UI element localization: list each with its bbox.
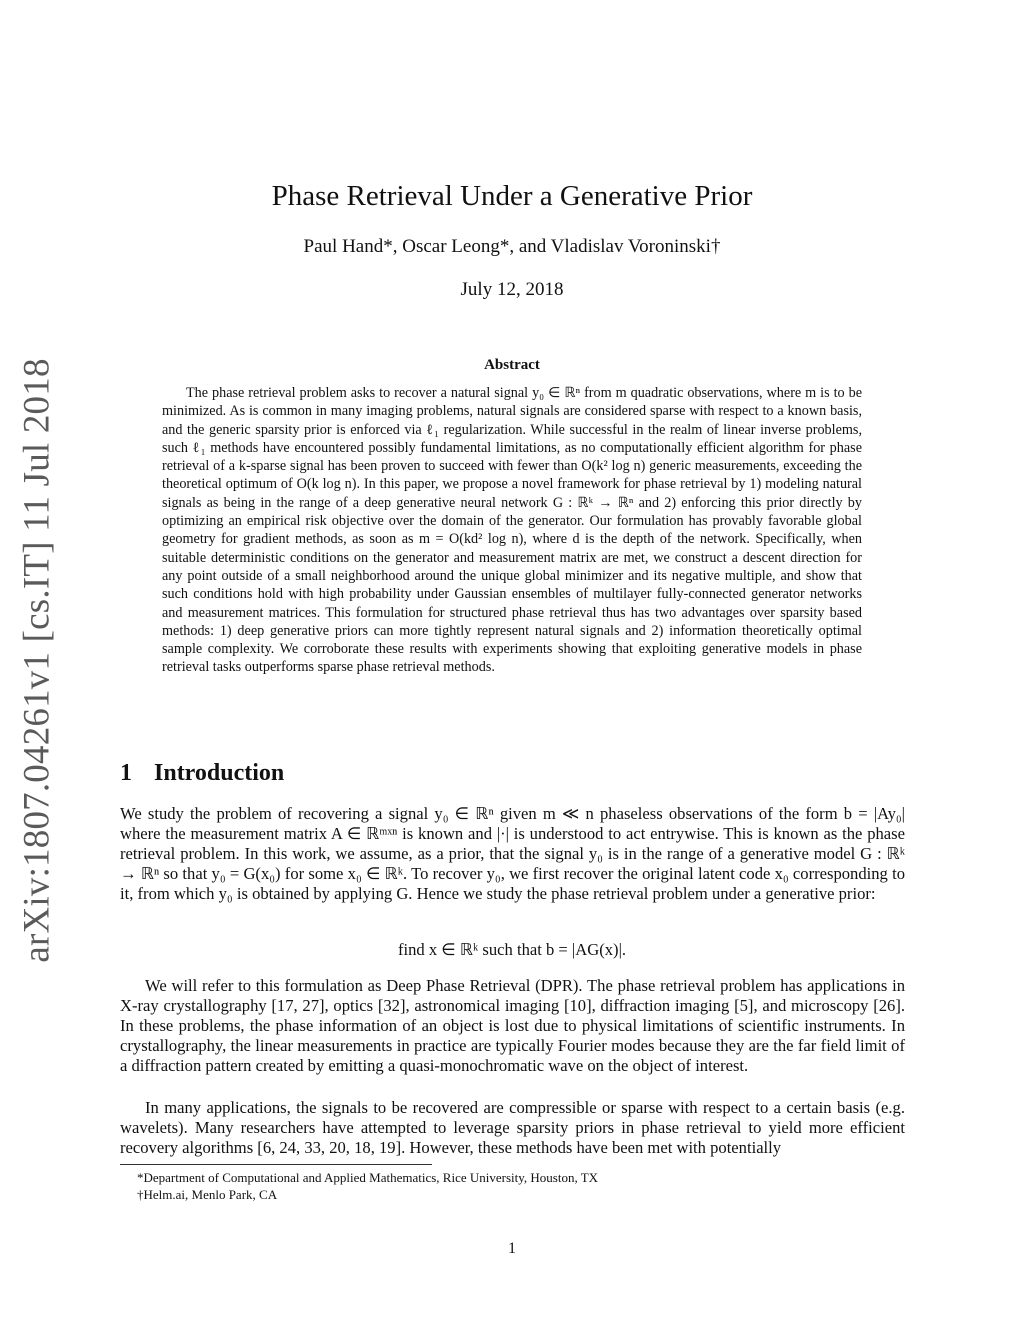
publication-date: July 12, 2018	[460, 279, 564, 300]
intro-paragraph-2: We will refer to this formulation as Deep Phase Retrieval (DPR). The phase retrieval problem has applications in X-ray crystallography [17, 27], optics [32], astronomical imaging [10], diffraction imaging [5], and microscopy [26]. In these problems, the phase information of an object is lost due to physical limitations of scientific instruments. In crystallography, the linear measurements in practice are typically Fourier modes because they are the far field limit of a diffraction pattern created by emitting a quasi-monochromatic wave on the object of interest.	[120, 976, 905, 1075]
footnote-affiliation-1: *Department of Computational and Applied Mathematics, Rice University, Houston, TX	[137, 1170, 599, 1185]
author-list: Paul Hand*, Oscar Leong*, and Vladislav Voroninski†	[303, 236, 721, 257]
arxiv-identifier: arXiv:1807.04261v1 [cs.IT] 11 Jul 2018	[16, 357, 58, 963]
section-title: Introduction	[154, 760, 285, 786]
intro-paragraph-1: We study the problem of recovering a signal y₀ ∈ ℝⁿ given m ≪ n phaseless observations of the form b = |Ay₀| where the measurement matrix A ∈ ℝᵐˣⁿ is known and |·| is understood to act entrywise. This is known as the phase retrieval problem. In this work, we assume, as a prior, that the signal y₀ is in the range of a generative model G : ℝᵏ → ℝⁿ so that y₀ = G(x₀) for some x₀ ∈ ℝᵏ. To recover y₀, we first recover the original latent code x₀ corresponding to it, from which y₀ is obtained by applying G. Hence we study the phase retrieval problem under a generative prior:	[120, 804, 905, 903]
page-number: 1	[508, 1240, 516, 1257]
footnote-rule	[120, 1164, 432, 1165]
abstract-heading: Abstract	[484, 357, 540, 373]
intro-paragraph-3: In many applications, the signals to be recovered are compressible or sparse with respect to a certain basis (e.g. wavelets). Many researchers have attempted to leverage sparsity priors in phase retrieval to yield more efficient recovery algorithms [6, 24, 33, 20, 18, 19]. However, these methods have been met with potentially	[120, 1098, 905, 1157]
arxiv-sidebar-stamp	[12, 357, 62, 963]
display-equation: find x ∈ ℝᵏ such that b = |AG(x)|.	[397, 940, 627, 959]
section-number: 1	[120, 760, 132, 786]
paper-title: Phase Retrieval Under a Generative Prior	[271, 180, 753, 212]
abstract-text: The phase retrieval problem asks to recover a natural signal y₀ ∈ ℝⁿ from m quadratic observations, where m is to be minimized. As is common in many imaging problems, natural signals are considered sparse with respect to a known basis, and the generic sparsity prior is enforced via ℓ₁ regularization. While successful in the realm of linear inverse problems, such ℓ₁ methods have encountered possibly fundamental limitations, as no computationally efficient algorithm for phase retrieval of a k-sparse signal has been proven to succeed with fewer than O(k² log n) generic measurements, exceeding the theoretical optimum of O(k log n). In this paper, we propose a novel framework for phase retrieval by 1) modeling natural signals as being in the range of a deep generative neural network G : ℝᵏ → ℝⁿ and 2) enforcing this prior directly by optimizing an empirical risk objective over the domain of the generator. Our formulation has provably favorable global geometry for gradient methods, as soon as m = O(kd² log n), where d is the depth of the network. Specifically, when suitable deterministic conditions on the generator and measurement matrix are met, we construct a descent direction for any point outside of a small neighborhood around the unique global minimizer and its negative multiple, and show that such conditions hold with high probability under Gaussian ensembles of multilayer fully-connected generator networks and measurement matrices. This formulation for structured phase retrieval thus has two advantages over sparsity based methods: 1) deep generative priors can more tightly represent natural signals and 2) information theoretically optimal sample complexity. We corroborate these results with experiments showing that exploiting generative models in phase retrieval tasks outperforms sparse phase retrieval methods.	[162, 385, 862, 676]
section-heading	[120, 760, 284, 787]
footnote-affiliation-2: †Helm.ai, Menlo Park, CA	[137, 1187, 278, 1202]
